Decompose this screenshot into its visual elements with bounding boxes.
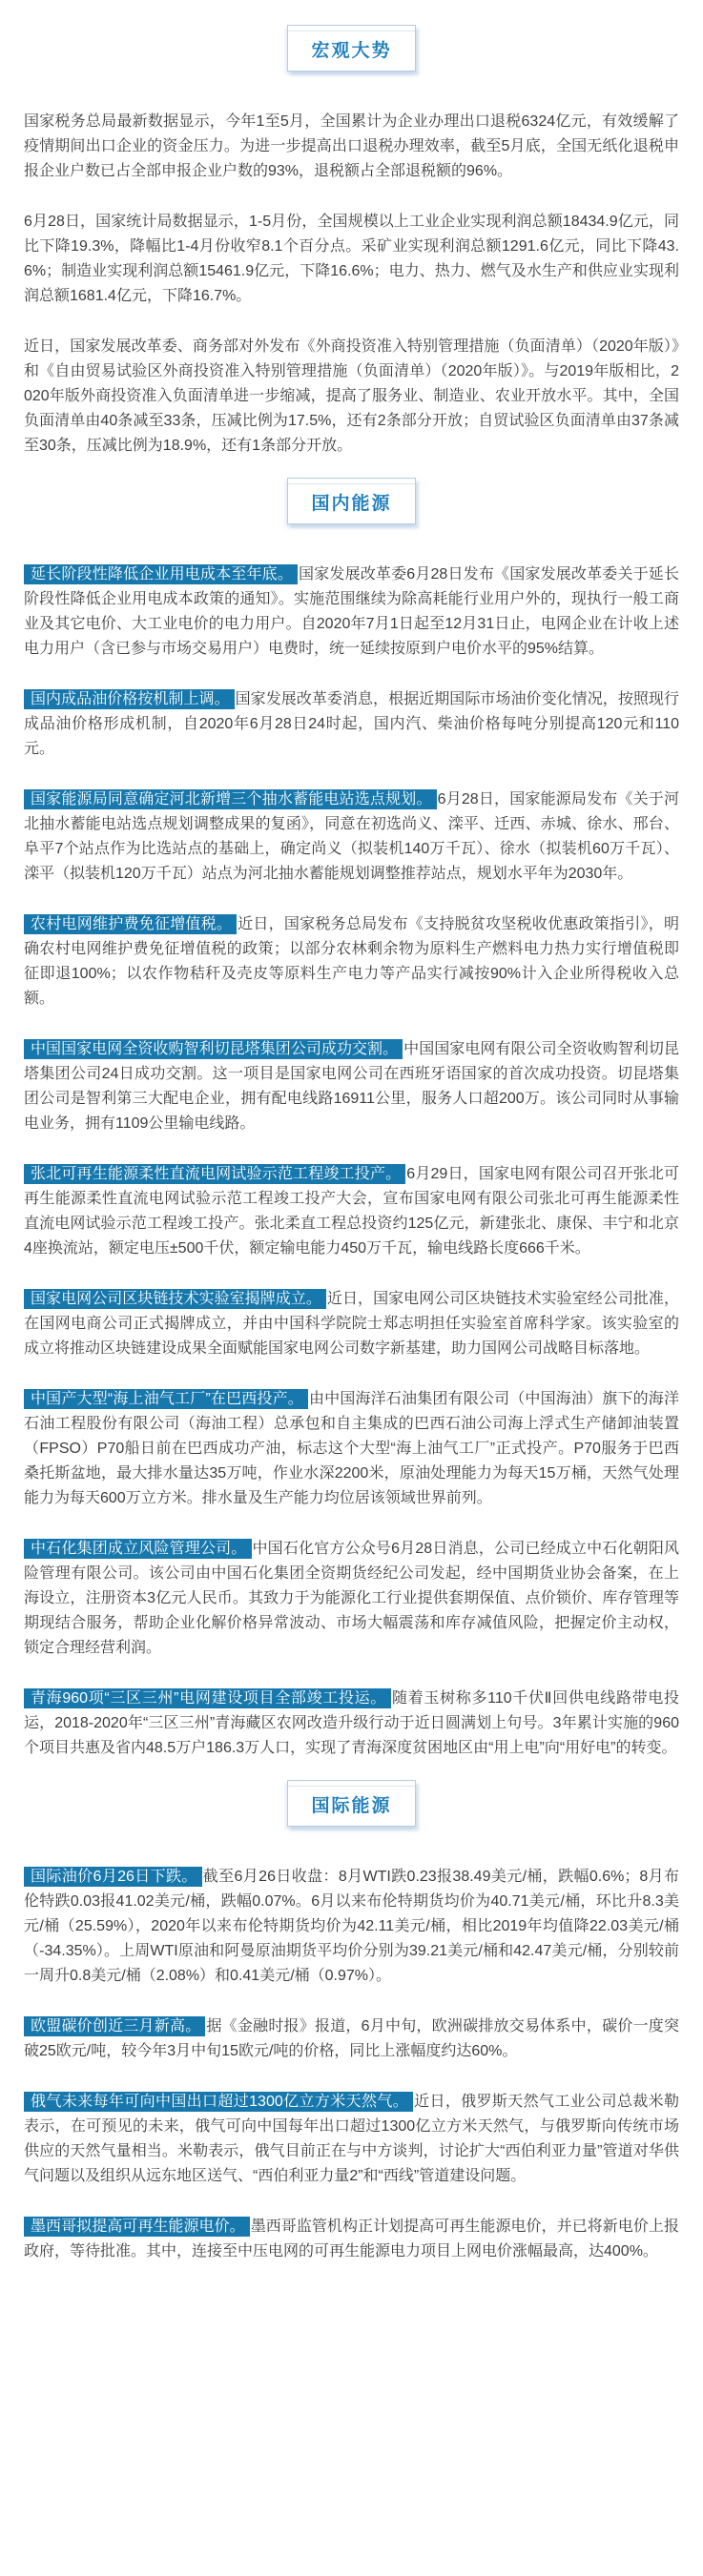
news-paragraph bbox=[24, 335, 679, 459]
news-paragraph bbox=[24, 1162, 679, 1261]
paragraph-lead-highlight: 青海960项“三区三州”电网建设项目全部竣工投运。 bbox=[24, 1688, 391, 1708]
section-domestic-energy bbox=[24, 478, 679, 1761]
paragraph-lead-highlight: 国际油价6月26日下跌。 bbox=[24, 1867, 202, 1887]
paragraph-text: 中国石化官方公众号6月28日消息，公司已经成立中石化朝阳风险管理有限公司。该公司由中国石化集团全资期货经纪公司发起，经中国期货业协会备案，在上海设立，注册资本3亿元人民币。其致力于为能源化工行业提供套期保值、点价锁价、库存管理等期现结合服务，帮助企业化解价格异常波动、市场大幅震荡和库存减值风险，把握定价主动权，锁定合理经营利润。 bbox=[24, 1541, 679, 1656]
news-paragraph bbox=[24, 2215, 679, 2264]
section-header-box bbox=[287, 1780, 415, 1827]
paragraph-text: 墨西哥监管机构正计划提高可再生能源电价，并已将新电价上报政府，等待批准。其中，连接至中压电网的可再生能源电力项目上网电价涨幅最高，达400%。 bbox=[24, 2218, 679, 2259]
paragraph-lead-highlight: 俄气未来每年可向中国出口超过1300亿立方米天然气。 bbox=[24, 2092, 413, 2112]
paragraph-text: 国家发展改革委6月28日发布《国家发展改革委关于延长阶段性降低企业用电成本政策的通知》。实施范围继续为除高耗能行业用户外的，现执行一般工商业及其它电价、大工业电价的电力用户。自2020年7月1日起至12月31日止，电网企业在计收上述电力用户（含已参与市场交易用户）电费时，统一延续按原到户电价水平的95%结算。 bbox=[24, 566, 679, 657]
paragraph-text: 近日，国家电网公司区块链技术实验室经公司批准，在国网电商公司正式揭牌成立，并由中国科学院院士郑志明担任实验室首席科学家。该实验室的成立将推动区块链建设成果全面赋能国家电网公司数字新基建，助力国网公司战略目标落地。 bbox=[24, 1291, 679, 1357]
paragraph-lead-highlight: 国家电网公司区块链技术实验室揭牌成立。 bbox=[24, 1289, 326, 1309]
paragraph-text: 据《金融时报》报道，6月中旬，欧洲碳排放交易体系中，碳价一度突破25欧元/吨，较今年3月中旬15欧元/吨的价格，同比上涨幅度约达60%。 bbox=[24, 2018, 679, 2059]
section-international-energy bbox=[24, 1780, 679, 2264]
news-paragraph bbox=[24, 110, 679, 184]
paragraph-lead-highlight: 张北可再生能源柔性直流电网试验示范工程竣工投产。 bbox=[24, 1164, 405, 1184]
news-paragraph bbox=[24, 1537, 679, 1661]
section-title: 国内能源 bbox=[311, 494, 392, 514]
news-paragraph bbox=[24, 787, 679, 887]
news-paragraph bbox=[24, 687, 679, 762]
paragraph-text: 近日，俄罗斯天然气工业公司总裁米勒表示，在可预见的未来，俄气可向中国每年出口超过1300亿立方米天然气，与俄罗斯向传统市场供应的天然气量相当。米勒表示，俄气目前正在与中方谈判，讨论扩大“西伯利亚力量”管道对华供气问题以及组织从远东地区送气、“西伯利亚力量2”和“西线”管道建设问题。 bbox=[24, 2094, 679, 2184]
news-paragraph bbox=[24, 1387, 679, 1511]
paragraph-lead-highlight: 农村电网维护费免征增值税。 bbox=[24, 914, 237, 934]
section-macro-trends bbox=[24, 25, 679, 459]
paragraph-lead-highlight: 中国产大型“海上油气工厂”在巴西投产。 bbox=[24, 1389, 308, 1409]
news-paragraph bbox=[24, 1037, 679, 1136]
paragraph-text: 随着玉树称多110千伏Ⅱ回供电线路带电投运，2018-2020年“三区三州”青海藏区农网改造升级行动于近日圆满划上句号。3年累计实施的960个项目共惠及省内48.5万户186.3万人口，实现了青海深度贫困地区由“用上电”向“用好电”的转变。 bbox=[24, 1690, 679, 1756]
section-header-wrap bbox=[24, 1780, 679, 1827]
paragraph-lead-highlight: 国内成品油价格按机制上调。 bbox=[24, 689, 235, 709]
paragraph-text: 截至6月26日收盘：8月WTI跌0.23报38.49美元/桶，跌幅0.6%；8月布伦特跌0.03报41.02美元/桶，跌幅0.07%。6月以来布伦特期货均价为40.71美元/桶，环比升8.3美元/桶（25.59%），2020年以来布伦特期货均价为42.11美元/桶，相比2019年均值降22.03美元/桶（-34.35%）。上周WTI原油和阿曼原油期货平均价分别为39.21美元/桶和42.47美元/桶，分别较前一周升0.8美元/桶（2.08%）和0.41美元/桶（0.97%）。 bbox=[24, 1869, 679, 1984]
paragraph-text: 由中国海洋石油集团有限公司（中国海油）旗下的海洋石油工程股份有限公司（海油工程）总承包和自主集成的巴西石油公司海上浮式生产储卸油装置（FPSO）P70船日前在巴西成功产油，标志这个大型“海上油气工厂”正式投产。P70服务于巴西桑托斯盆地，最大排水量达35万吨，作业水深2200米，原油处理能力为每天15万桶，天然气处理能力为每天600万立方米。排水量及生产能力均位居该领域世界前列。 bbox=[24, 1391, 679, 1506]
paragraph-lead-highlight: 国家能源局同意确定河北新增三个抽水蓄能电站选点规划。 bbox=[24, 789, 437, 809]
paragraph-lead-highlight: 墨西哥拟提高可再生能源电价。 bbox=[24, 2217, 250, 2237]
news-paragraph bbox=[24, 2014, 679, 2064]
news-paragraph bbox=[24, 210, 679, 309]
section-header-wrap bbox=[24, 478, 679, 524]
section-title: 国际能源 bbox=[311, 1796, 392, 1816]
paragraph-text: 近日，国家发展改革委、商务部对外发布《外商投资准入特别管理措施（负面清单）（2020年版）》和《自由贸易试验区外商投资准入特别管理措施（负面清单）（2020年版）》。与2019年版相比，2020年版外商投资准入负面清单进一步缩减，提高了服务业、制造业、农业开放水平。其中，全国负面清单由40条减至33条，压减比例为17.5%，还有2条部分开放；自贸试验区负面清单由37条减至30条，压减比例为18.9%，还有1条部分开放。 bbox=[24, 338, 679, 454]
paragraph-text: 6月29日，国家电网有限公司召开张北可再生能源柔性直流电网试验示范工程竣工投产大会，宣布国家电网有限公司张北可再生能源柔性直流电网试验示范工程竣工投产。张北柔直工程总投资约125亿元，新建张北、康保、丰宁和北京4座换流站，额定电压±500千伏，额定输电能力450万千瓦，输电线路长度666千米。 bbox=[24, 1166, 679, 1257]
news-paragraph bbox=[24, 2090, 679, 2189]
news-paragraph bbox=[24, 1287, 679, 1361]
section-header-wrap bbox=[24, 25, 679, 72]
paragraph-text: 6月28日，国家能源局发布《关于河北抽水蓄能电站选点规划调整成果的复函》，同意在初选尚义、滦平、迁西、赤城、徐水、邢台、阜平7个站点作为比选站点的基础上，确定尚义（拟装机140万千瓦）、徐水（拟装机60万千瓦）、滦平（拟装机120万千瓦）站点为河北抽水蓄能规划调整推荐站点，规划水平年为2030年。 bbox=[24, 791, 679, 882]
paragraph-text: 国家发展改革委消息，根据近期国际市场油价变化情况，按照现行成品油价格形成机制，自2020年6月28日24时起，国内汽、柴油价格每吨分别提高120元和110元。 bbox=[24, 691, 679, 757]
paragraph-lead-highlight: 延长阶段性降低企业用电成本至年底。 bbox=[24, 564, 298, 584]
section-header-box bbox=[287, 478, 415, 524]
news-paragraph bbox=[24, 912, 679, 1012]
paragraph-text: 国家税务总局最新数据显示，今年1至5月，全国累计为企业办理出口退税6324亿元，有效缓解了疫情期间出口企业的资金压力。为进一步提高出口退税办理效率，截至5月底，全国无纸化退税申报企业户数已占全部申报企业户数的93%，退税额占全部退税额的96%。 bbox=[24, 113, 679, 179]
paragraph-text: 6月28日，国家统计局数据显示，1-5月份，全国规模以上工业企业实现利润总额18434.9亿元，同比下降19.3%，降幅比1-4月份收窄8.1个百分点。采矿业实现利润总额1291.6亿元，同比下降43.6%；制造业实现利润总额15461.9亿元，下降16.6%；电力、热力、燃气及水生产和供应业实现利润总额1681.4亿元，下降16.7%。 bbox=[24, 214, 679, 304]
news-paragraph bbox=[24, 1687, 679, 1761]
paragraph-lead-highlight: 欧盟碳价创近三月新高。 bbox=[24, 2016, 205, 2036]
paragraph-text: 近日，国家税务总局发布《支持脱贫攻坚税收优惠政策指引》，明确农村电网维护费免征增值税的政策；以部分农林剩余物为原料生产燃料电力热力实行增值税即征即退100%；以农作物秸秆及壳皮等原料生产电力等产品实行减按90%计入企业所得税收入总额。 bbox=[24, 916, 679, 1007]
section-title: 宏观大势 bbox=[311, 41, 392, 61]
paragraph-text: 中国国家电网有限公司全资收购智利切昆塔集团公司24日成功交割。这一项目是国家电网公司在西班牙语国家的首次成功投资。切昆塔集团公司是智利第三大配电企业，拥有配电线路16911公里，服务人口超200万。该公司同时从事输电业务，拥有1109公里输电线路。 bbox=[24, 1041, 679, 1132]
section-header-box bbox=[287, 25, 415, 72]
paragraph-lead-highlight: 中石化集团成立风险管理公司。 bbox=[24, 1539, 252, 1559]
news-paragraph bbox=[24, 562, 679, 662]
news-paragraph bbox=[24, 1865, 679, 1989]
paragraph-lead-highlight: 中国国家电网全资收购智利切昆塔集团公司成功交割。 bbox=[24, 1039, 403, 1059]
